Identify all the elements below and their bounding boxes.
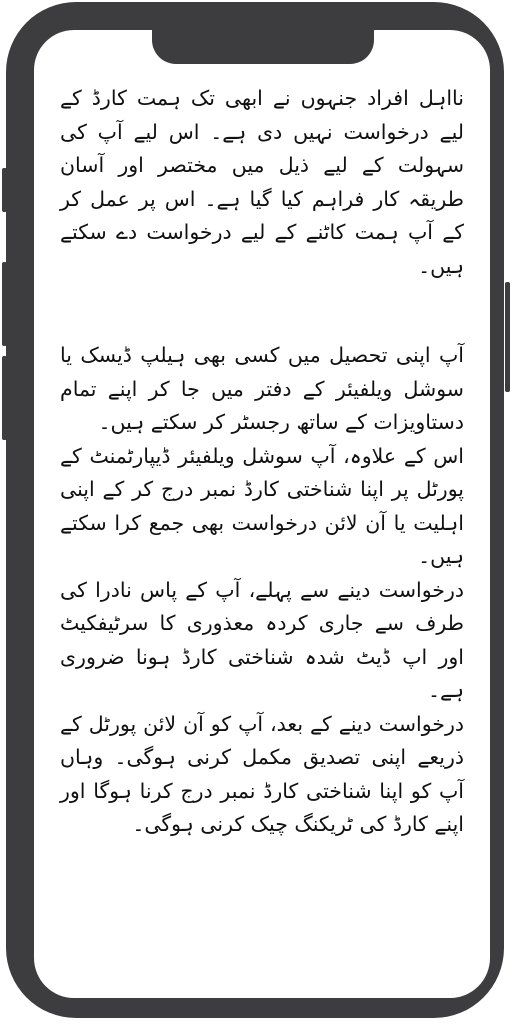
article-body	[60, 82, 464, 842]
paragraph-spacer	[60, 283, 464, 339]
phone-notch	[152, 30, 374, 64]
phone-frame	[6, 2, 504, 1018]
phone-power-button	[505, 282, 510, 392]
paragraph-intro: نااہل افراد جنہوں نے ابھی تک ہمت کارڈ کے لیے درخواست نہیں دی ہے۔ اس لیے آپ کی سہولت کے لیے ذیل میں مختصر اور آسان طریقہ کار فراہم کیا گیا ہے۔ اس پر عمل کر کے آپ ہمت کاٹنے کے لیے درخواست دے سکتے ہیں۔	[60, 86, 464, 278]
paragraph-requirements: درخواست دینے سے پہلے، آپ کے پاس نادرا کی طرف سے جاری کردہ معذوری کا سرٹیفکیٹ اور اپ ڈیٹ شدہ شناختی کارڈ ہونا ضروری ہے۔	[60, 577, 464, 702]
paragraph-helpdesk: آپ اپنی تحصیل میں کسی بھی ہیلپ ڈیسک یا سوشل ویلفیئر کے دفتر میں جا کر اپنے تمام دستاویزات کے ساتھ رجسٹر کر سکتے ہیں۔	[60, 343, 464, 434]
phone-side-button	[2, 168, 7, 212]
phone-volume-up-button	[2, 262, 7, 346]
phone-screen	[34, 30, 490, 998]
paragraph-online-portal: اس کے علاوہ، آپ سوشل ویلفیئر ڈیپارٹمنٹ کے پورٹل پر اپنا شناختی کارڈ نمبر درج کر کے اپنی اہلیت یا آن لائن درخواست بھی جمع کرا سکتے ہیں۔	[60, 443, 464, 568]
paragraph-verification: درخواست دینے کے بعد، آپ کو آن لائن پورٹل کے ذریعے اپنی تصدیق مکمل کرنی ہوگی۔ وہاں آپ کو اپنا شناختی کارڈ نمبر درج کرنا ہوگا اور اپنے کارڈ کی ٹریکنگ چیک کرنی ہوگی۔	[60, 711, 464, 836]
phone-volume-down-button	[2, 356, 7, 440]
